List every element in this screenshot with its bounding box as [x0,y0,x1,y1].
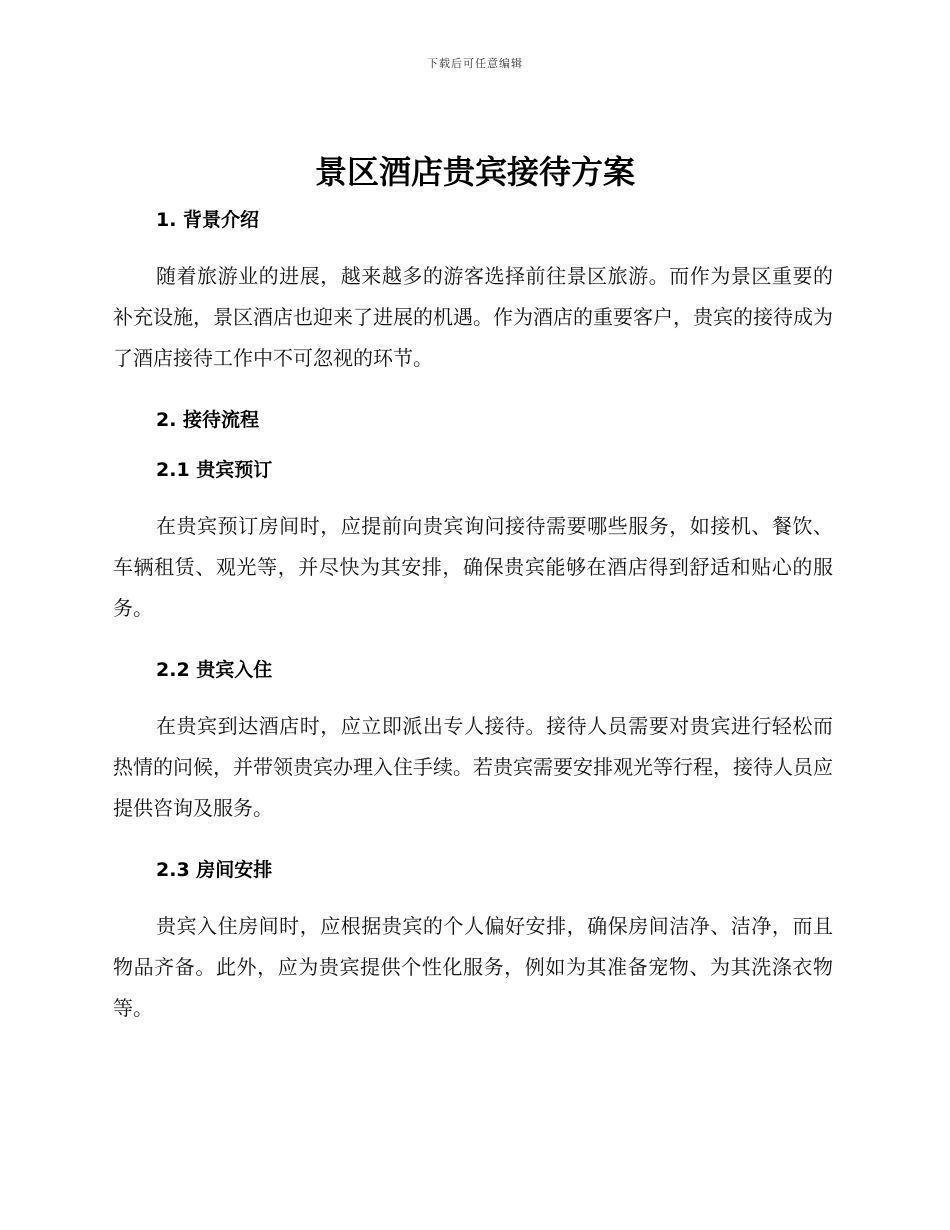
document-body [113,205,833,1029]
section-heading-checkin: 2.2 贵宾入住 [156,659,273,681]
section-paragraph-booking: 在贵宾预订房间时，应提前向贵宾询问接待需要哪些服务，如接机、餐饮、车辆租赁、观光等，并尽快为其安排，确保贵宾能够在酒店得到舒适和贴心的服务。 [113,514,833,620]
section-paragraph-background: 随着旅游业的进展，越来越多的游客选择前往景区旅游。而作为景区重要的补充设施，景区酒店也迎来了进展的机遇。作为酒店的重要客户，贵宾的接待成为了酒店接待工作中不可忽视的环节。 [113,264,833,370]
section-paragraph-checkin: 在贵宾到达酒店时，应立即派出专人接待。接待人员需要对贵宾进行轻松而热情的问候，并带领贵宾办理入住手续。若贵宾需要安排观光等行程，接待人员应提供咨询及服务。 [113,714,833,820]
section-heading-background: 1. 背景介绍 [156,209,260,231]
document-title: 景区酒店贵宾接待方案 [314,153,635,191]
header-note: 下载后可任意编辑 [427,57,523,70]
section-heading-booking: 2.1 贵宾预订 [156,459,273,481]
section-heading-process: 2. 接待流程 [156,409,260,431]
section-paragraph-room: 贵宾入住房间时，应根据贵宾的个人偏好安排，确保房间洁净、洁净，而且物品齐备。此外，应为贵宾提供个性化服务，例如为其准备宠物、为其洗涤衣物等。 [113,914,833,1020]
section-heading-room: 2.3 房间安排 [156,859,273,881]
